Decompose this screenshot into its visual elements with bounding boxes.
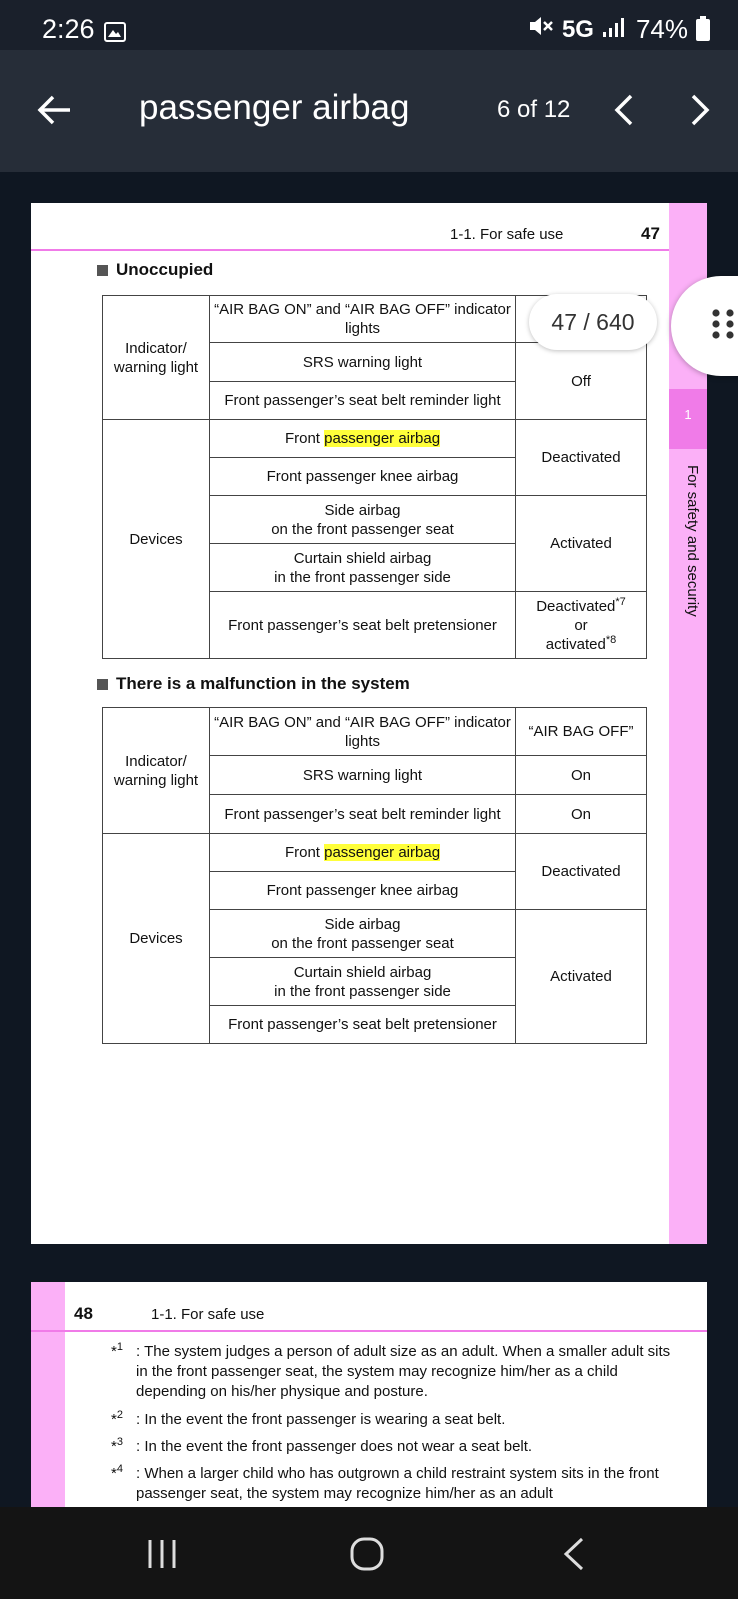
section-header: 1-1. For safe use bbox=[450, 226, 564, 243]
table-cell bbox=[210, 420, 516, 458]
search-highlight: passenger airbag bbox=[324, 430, 441, 447]
footnote bbox=[111, 1464, 681, 1504]
cell-line: in the front passenger side bbox=[274, 982, 451, 1000]
devices-label-cell: Devices bbox=[103, 420, 210, 659]
header-divider bbox=[31, 249, 669, 251]
table-cell bbox=[210, 910, 516, 958]
heading-unoccupied bbox=[97, 260, 213, 280]
footnote bbox=[111, 1342, 681, 1402]
cell-line: Curtain shield airbag bbox=[293, 549, 432, 567]
cell-line: in the front passenger side bbox=[274, 568, 451, 586]
value-cell: Activated bbox=[516, 496, 647, 592]
devices-label-cell: Devices bbox=[103, 834, 210, 1044]
dots-grid-icon bbox=[711, 308, 735, 340]
table-cell: Front passenger’s seat belt pretensioner bbox=[210, 592, 516, 659]
square-bullet-icon bbox=[97, 679, 108, 690]
table-cell bbox=[210, 834, 516, 872]
value-cell: “AIR BAG OFF” bbox=[516, 708, 647, 756]
back-button[interactable] bbox=[32, 88, 76, 132]
chapter-number-box: 1 bbox=[669, 389, 707, 449]
value-cell: Activated bbox=[516, 910, 647, 1044]
back-arrow-icon bbox=[36, 94, 72, 126]
value-cell bbox=[516, 592, 647, 659]
previous-match-button[interactable] bbox=[604, 90, 644, 130]
system-nav-bar bbox=[0, 1507, 738, 1599]
value-cell: On bbox=[516, 756, 647, 795]
table-cell: Front passenger’s seat belt reminder light bbox=[210, 382, 516, 420]
value-cell: On bbox=[516, 795, 647, 834]
cell-line: activated bbox=[545, 635, 606, 653]
header-divider bbox=[31, 1330, 707, 1332]
footnote-ref: *8 bbox=[605, 633, 617, 646]
heading-malfunction bbox=[97, 674, 410, 694]
chapter-side-label: For safety and security bbox=[684, 465, 701, 617]
table-cell: SRS warning light bbox=[210, 756, 516, 795]
cell-line: Curtain shield airbag bbox=[293, 963, 432, 981]
table-cell: Front passenger knee airbag bbox=[210, 872, 516, 910]
footnote-mark: *$^1$ bbox=[111, 1341, 123, 1360]
square-bullet-icon bbox=[97, 265, 108, 276]
search-highlight: passenger airbag bbox=[324, 844, 441, 861]
table-cell bbox=[210, 958, 516, 1006]
signal-icon bbox=[602, 14, 628, 45]
mute-icon bbox=[528, 14, 554, 45]
chapter-tab-strip bbox=[31, 1282, 65, 1507]
table-cell bbox=[210, 544, 516, 592]
table-cell: Front passenger knee airbag bbox=[210, 458, 516, 496]
table-cell: Front passenger’s seat belt pretensioner bbox=[210, 1006, 516, 1044]
value-cell: Off bbox=[516, 343, 647, 420]
table-cell: Front passenger’s seat belt reminder light bbox=[210, 795, 516, 834]
document-page-47[interactable] bbox=[31, 203, 707, 1244]
footnote-text: : When a larger child who has outgrown a child restraint system sits in the front passenger seat, the system may recognize him/her as an adult bbox=[136, 1465, 659, 1502]
cell-line: on the front passenger seat bbox=[271, 520, 454, 538]
footnote-text: : In the event the front passenger is wearing a seat belt. bbox=[136, 1411, 506, 1428]
match-count: 6 of 12 bbox=[497, 96, 571, 123]
next-match-button[interactable] bbox=[680, 90, 720, 130]
footnote-mark: *$^4$ bbox=[111, 1463, 123, 1482]
table-cell: SRS warning light bbox=[210, 343, 516, 382]
page-counter: 47 / 640 bbox=[529, 294, 657, 350]
indicator-label-cell: Indicator/ warning light bbox=[103, 296, 210, 420]
table-cell bbox=[210, 496, 516, 544]
chevron-right-icon bbox=[689, 93, 711, 127]
cell-line: or bbox=[574, 616, 588, 634]
value-cell: Deactivated bbox=[516, 834, 647, 910]
footnote-text: : The system judges a person of adult size as an adult. When a smaller adult sits in the front passenger seat, the system may recognize him/her as a child depending on his/her physique and posture. bbox=[136, 1343, 671, 1400]
footnote-text: : In the event the front passenger does not wear a seat belt. bbox=[136, 1438, 533, 1455]
cell-line: Side airbag bbox=[324, 915, 401, 933]
home-icon[interactable] bbox=[349, 1536, 385, 1572]
indicator-label-cell: Indicator/ warning light bbox=[103, 708, 210, 834]
footnote bbox=[111, 1410, 681, 1430]
page-title: passenger airbag bbox=[139, 88, 410, 127]
heading-text: Unoccupied bbox=[116, 260, 214, 279]
battery-percent: 74% bbox=[635, 14, 688, 44]
cell-line: on the front passenger seat bbox=[271, 934, 454, 952]
app-bar bbox=[0, 50, 738, 172]
footnote-mark: *$^3$ bbox=[111, 1436, 123, 1455]
page-number: 48 bbox=[74, 1304, 93, 1323]
footnote-ref: *7 bbox=[615, 595, 626, 608]
status-time: 2:26 bbox=[42, 14, 95, 44]
recents-icon[interactable] bbox=[144, 1537, 180, 1571]
gallery-icon bbox=[104, 22, 126, 42]
cell-text: Front bbox=[284, 844, 325, 861]
cell-line: Deactivated bbox=[536, 597, 616, 615]
cell-text: Front bbox=[284, 430, 325, 447]
section-header: 1-1. For safe use bbox=[151, 1306, 265, 1323]
malfunction-table bbox=[102, 707, 647, 1044]
back-icon[interactable] bbox=[560, 1536, 588, 1572]
value-cell: Deactivated bbox=[516, 420, 647, 496]
table-cell: “AIR BAG ON” and “AIR BAG OFF” indicator lights bbox=[210, 296, 516, 343]
table-cell: “AIR BAG ON” and “AIR BAG OFF” indicator lights bbox=[210, 708, 516, 756]
heading-text: There is a malfunction in the system bbox=[116, 674, 410, 693]
status-right bbox=[528, 14, 710, 45]
document-page-48[interactable] bbox=[31, 1282, 707, 1507]
cell-line: Side airbag bbox=[324, 501, 401, 519]
footnote bbox=[111, 1437, 681, 1457]
battery-icon bbox=[696, 19, 710, 41]
footnote-mark: *$^2$ bbox=[111, 1409, 123, 1428]
page-number: 47 bbox=[641, 224, 660, 243]
chevron-left-icon bbox=[613, 93, 635, 127]
network-label: 5G bbox=[561, 15, 594, 43]
